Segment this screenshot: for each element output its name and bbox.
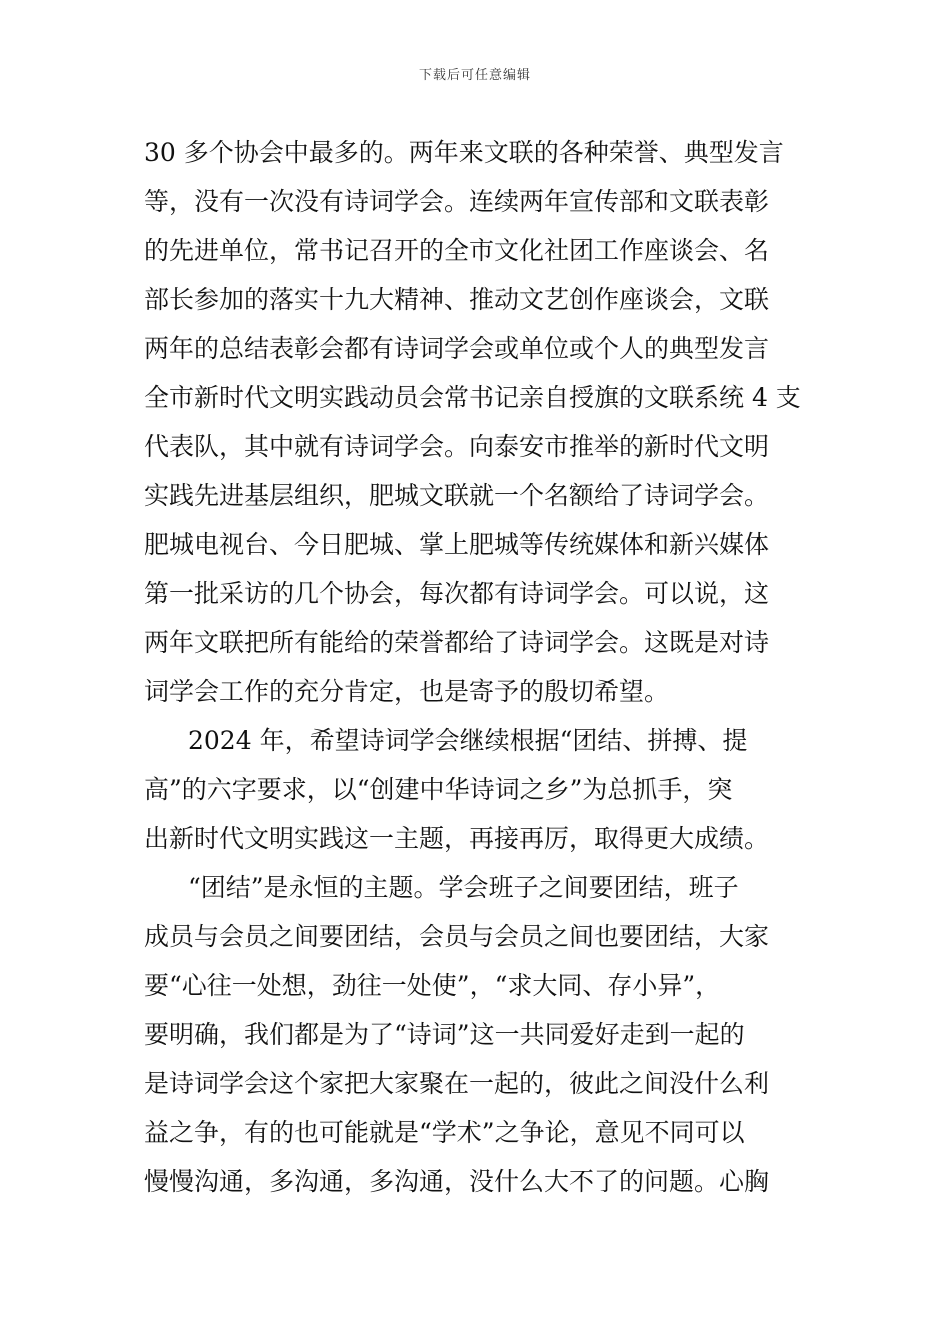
text-line: 等，没有一次没有诗词学会。连续两年宣传部和文联表彰 <box>144 187 770 216</box>
text-line: 30 多个协会中最多的。两年来文联的各种荣誉、典型发言 <box>144 138 784 167</box>
paragraph-start-line: 2024 年，希望诗词学会继续根据“团结、拼搏、提 <box>188 726 748 755</box>
text-line: 要“心往一处想，劲往一处使”，“求大同、存小异”， <box>144 971 721 1000</box>
document-body <box>144 128 808 1206</box>
text-line: 要明确，我们都是为了“诗词”这一共同爱好走到一起的 <box>144 1020 745 1049</box>
text-line: 全市新时代文明实践动员会常书记亲自授旗的文联系统 4 支 <box>144 383 801 412</box>
text-line: 益之争，有的也可能就是“学术”之争论，意见不同可以 <box>144 1118 745 1147</box>
text-line: 实践先进基层组织，肥城文联就一个名额给了诗词学会。 <box>144 481 770 510</box>
text-line: 代表队，其中就有诗词学会。向泰安市推举的新时代文明 <box>144 432 770 461</box>
text-line: 肥城电视台、今日肥城、掌上肥城等传统媒体和新兴媒体 <box>144 530 770 559</box>
text-line: 高”的六字要求，以“创建中华诗词之乡”为总抓手，突 <box>144 775 733 804</box>
text-line: 是诗词学会这个家把大家聚在一起的，彼此之间没什么利 <box>144 1069 770 1098</box>
text-line: 两年的总结表彰会都有诗词学会或单位或个人的典型发言 <box>144 334 770 363</box>
page-header: 下载后可任意编辑 <box>418 68 531 83</box>
text-line: 的先进单位，常书记召开的全市文化社团工作座谈会、名 <box>144 236 770 265</box>
text-line: 第一批采访的几个协会，每次都有诗词学会。可以说，这 <box>144 579 770 608</box>
text-line: 词学会工作的充分肯定，也是寄予的殷切希望。 <box>144 677 670 706</box>
text-line: 成员与会员之间要团结，会员与会员之间也要团结，大家 <box>144 922 770 951</box>
text-line: 两年文联把所有能给的荣誉都给了诗词学会。这既是对诗 <box>144 628 770 657</box>
text-line: 出新时代文明实践这一主题，再接再厉，取得更大成绩。 <box>144 824 770 853</box>
text-line: 慢慢沟通，多沟通，多沟通，没什么大不了的问题。心胸 <box>144 1167 770 1196</box>
paragraph-start-line: “团结”是永恒的主题。学会班子之间要团结，班子 <box>188 873 739 902</box>
text-line: 部长参加的落实十九大精神、推动文艺创作座谈会，文联 <box>144 285 770 314</box>
